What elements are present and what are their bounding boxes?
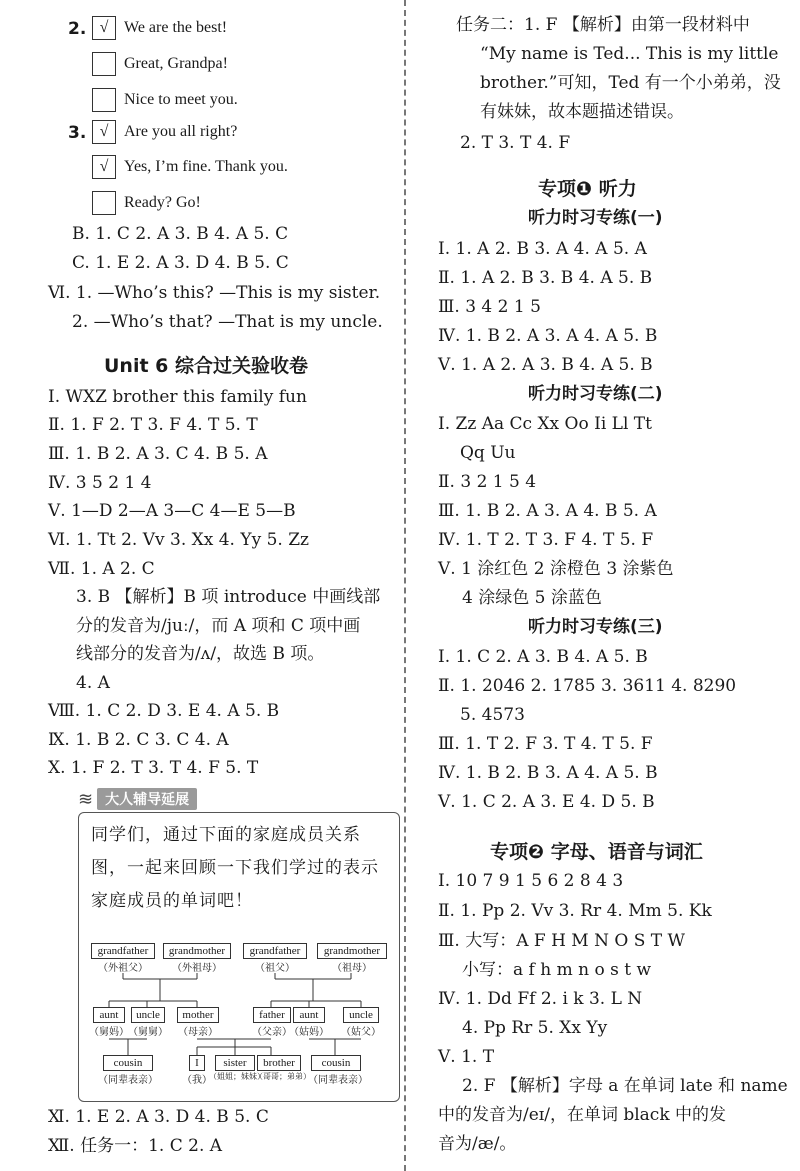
answer-line: Ⅳ. 1. Dd Ff 2. i k 3. L N [438,989,643,1009]
node-label: （外祖母） [172,963,222,974]
explanation-line: 3. B 【解析】B 项 introduce 中画线部 [76,587,381,607]
practice-1-title: 听力时习专练(一) [528,208,663,228]
answer-line: Ⅱ. 1. A 2. B 3. B 4. A 5. B [438,268,653,288]
node-grandmother-maternal: grandmother [163,943,231,959]
q2-option-2 [92,52,228,76]
answer-line: Ⅲ. 1. B 2. A 3. A 4. B 5. A [438,501,657,521]
checkbox-empty [92,52,116,76]
q3-option-3 [92,191,201,215]
answer-line: Ⅲ. 大写：A F H M N O S T W [438,931,686,951]
answer-line: Ⅰ. WXZ brother this family fun [48,387,307,407]
answer-line: Ⅱ. 1. F 2. T 3. F 4. T 5. T [48,415,258,435]
answer-line: Ⅷ. 1. C 2. D 3. E 4. A 5. B [48,701,280,721]
node-father: father [253,1007,291,1023]
node-label: （母亲） [178,1027,218,1038]
node-grandfather-paternal: grandfather [243,943,307,959]
answer-line: Ⅲ. 3 4 2 1 5 [438,297,541,317]
q3-number: 3. [68,123,87,143]
q3-option-2 [92,155,288,179]
answer-line: Ⅻ. 任务一：1. C 2. A [48,1136,223,1156]
answer-line: Ⅰ. 1. A 2. B 3. A 4. A 5. A [438,239,647,259]
node-label: （姑父） [341,1027,381,1038]
node-uncle-paternal: uncle [343,1007,379,1023]
answer-line: Ⅲ. 1. T 2. F 3. T 4. T 5. F [438,734,653,754]
q2-number: 2. [68,19,87,39]
extension-label: 大人辅导延展 [97,788,197,810]
explanation-line: 分的发音为/juː/，而 A 项和 C 项中画 [76,616,361,636]
option-text: Great, Grandpa! [124,55,228,72]
answer-line: Ⅱ. 3 2 1 5 4 [438,472,537,492]
option-text: Nice to meet you. [124,91,238,108]
node-mother: mother [177,1007,219,1023]
node-label: （舅舅） [128,1027,168,1038]
node-aunt-paternal: aunt [293,1007,325,1023]
extension-tag [78,786,197,812]
answer-line: Ⅸ. 1. B 2. C 3. C 4. A [48,730,229,750]
answer-line: B. 1. C 2. A 3. B 4. A 5. C [72,224,289,244]
answer-line: Ⅴ. 1. C 2. A 3. E 4. D 5. B [438,792,655,812]
parent-extension-box [78,786,400,1102]
unit-title: Unit 6 综合过关验收卷 [104,355,308,377]
answer-line: 4. Pp Rr 5. Xx Yy [462,1018,608,1038]
checkbox-empty [92,191,116,215]
node-aunt-maternal: aunt [93,1007,125,1023]
answer-line: 5. 4573 [460,705,525,725]
answer-line: Ⅳ. 1. B 2. B 3. A 4. A 5. B [438,763,658,783]
answer-line: Ⅲ. 1. B 2. A 3. C 4. B 5. A [48,444,268,464]
answer-line: Ⅴ. 1 涂红色 2 涂橙色 3 涂紫色 [438,559,674,579]
checkbox-empty [92,88,116,112]
option-text: Are you all right? [124,123,238,140]
node-label: （父亲） [252,1027,292,1038]
family-tree [85,943,395,1093]
practice-3-title: 听力时习专练(三) [528,617,663,637]
answer-line: Ⅴ. 1. T [438,1047,495,1067]
explanation-line: brother.”可知，Ted 有一个小弟弟，没 [480,73,781,93]
answer-line: 2. T 3. T 4. F [460,133,571,153]
node-label: （我） [182,1075,212,1086]
option-text: We are the best! [124,19,228,36]
node-label: （哥哥；弟弟） [255,1072,311,1081]
node-label: （同辈表亲） [308,1075,368,1086]
q2-option-3 [92,88,238,112]
answer-line: Ⅳ. 1. T 2. T 3. F 4. T 5. F [438,530,654,550]
answer-line: Ⅰ. 1. C 2. A 3. B 4. A 5. B [438,647,648,667]
node-label: （舅妈） [89,1027,129,1038]
answer-line: Ⅶ. 1. A 2. C [48,559,155,579]
checkbox-checked: √ [92,16,116,40]
q2-option-1 [92,16,227,40]
answer-line: Ⅱ. 1. Pp 2. Vv 3. Rr 4. Mm 5. Kk [438,901,712,921]
explanation-line: 2. F 【解析】字母 a 在单词 late 和 name [462,1076,788,1096]
answer-line: Ⅳ. 3 5 2 1 4 [48,473,152,493]
node-label: （姑妈） [289,1027,329,1038]
answer-line: 2. —Who’s that? —That is my uncle. [72,312,383,332]
answer-line: Ⅵ. 1. —Who’s this? —This is my sister. [48,283,381,303]
answer-line: Ⅴ. 1—D 2—A 3—C 4—E 5—B [48,501,296,521]
answer-line: C. 1. E 2. A 3. D 4. B 5. C [72,253,289,273]
extension-text: 同学们，通过下面的家庭成员关系图，一起来回顾一下我们学过的表示家庭成员的单词吧！ [91,825,379,911]
explanation-line: 线部分的发音为/ʌ/，故选 B 项。 [76,644,325,664]
extension-content [78,812,400,1102]
answer-line: Ⅱ. 1. 2046 2. 1785 3. 3611 4. 8290 [438,676,737,696]
section-2-title: 专项❷ 字母、语音与词汇 [490,841,703,863]
practice-2-title: 听力时习专练(二) [528,384,663,404]
answer-line: Ⅴ. 1. A 2. A 3. B 4. A 5. B [438,355,653,375]
option-text: Ready? Go! [124,194,201,211]
node-label: （外祖父） [98,963,148,974]
node-cousin-maternal: cousin [103,1055,153,1071]
answer-line: 4 涂绿色 5 涂蓝色 [462,588,602,608]
column-divider [404,0,406,1171]
explanation-line: 任务二：1. F 【解析】由第一段材料中 [456,15,750,35]
explanation-line: 有妹妹，故本题描述错误。 [480,102,684,122]
answer-line: Qq Uu [460,443,516,463]
node-sister: sister [215,1055,255,1071]
node-label: （祖母） [332,963,372,974]
node-grandmother-paternal: grandmother [317,943,387,959]
node-i: I [189,1055,205,1071]
checkbox-checked: √ [92,155,116,179]
answer-line: Ⅵ. 1. Tt 2. Vv 3. Xx 4. Yy 5. Zz [48,530,309,550]
answer-line: Ⅹ. 1. F 2. T 3. T 4. F 5. T [48,758,259,778]
answer-line: 小写：a f h m n o s t w [462,960,652,980]
node-uncle-maternal: uncle [131,1007,165,1023]
answer-line: Ⅰ. Zz Aa Cc Xx Oo Ii Ll Tt [438,414,652,434]
node-label: （同辈表亲） [98,1075,158,1086]
section-1-title: 专项❶ 听力 [538,178,637,200]
waves-icon: ≋ [78,788,94,810]
node-brother: brother [257,1055,301,1071]
explanation-line: 中的发音为/eɪ/，在单词 black 中的发 [438,1105,727,1125]
node-grandfather-maternal: grandfather [91,943,155,959]
checkbox-checked: √ [92,120,116,144]
answer-line: Ⅺ. 1. E 2. A 3. D 4. B 5. C [48,1107,269,1127]
explanation-line: 音为/æ/。 [438,1134,517,1154]
q3-option-1 [92,120,237,144]
answer-line: Ⅳ. 1. B 2. A 3. A 4. A 5. B [438,326,658,346]
option-text: Yes, I’m fine. Thank you. [124,158,288,175]
node-label: （姐姐；妹妹） [209,1072,265,1081]
answer-line: Ⅰ. 10 7 9 1 5 6 2 8 4 3 [438,871,624,891]
node-cousin-paternal: cousin [311,1055,361,1071]
answer-line: 4. A [76,673,110,693]
explanation-line: “My name is Ted... This is my little [480,44,779,64]
node-label: （祖父） [255,963,295,974]
